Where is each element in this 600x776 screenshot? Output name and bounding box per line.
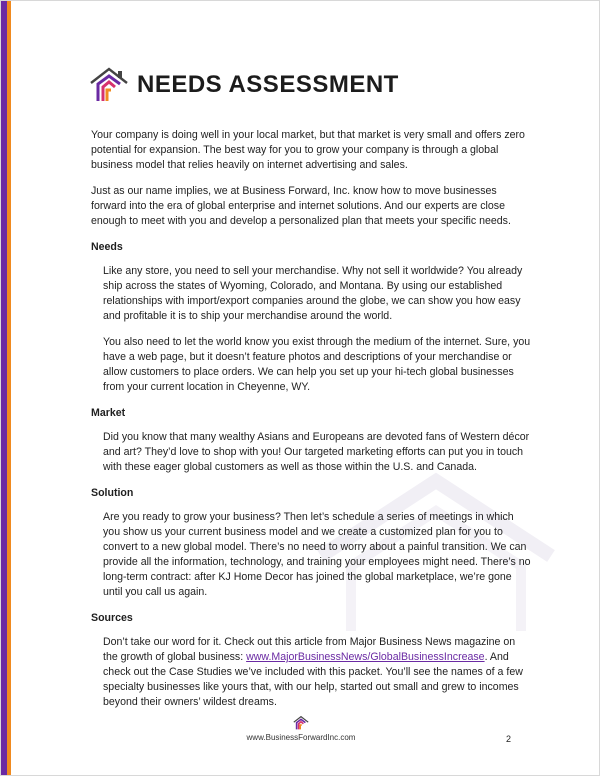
page-title: NEEDS ASSESSMENT xyxy=(137,71,399,98)
house-logo-icon xyxy=(89,65,129,105)
needs-paragraph-1: Like any store, you need to sell your merchandise. Why not sell it worldwide? You already ship across the states of Wyoming, Colorado, and Montana. By using our established relationships with import/export companies around the globe, we can show you how easy and profitable it is to ship your merchandise around the world. xyxy=(103,265,523,322)
article-link[interactable]: www.MajorBusinessNews/GlobalBusinessIncrease xyxy=(246,651,485,663)
intro-paragraph-2: Just as our name implies, we at Business Forward, Inc. know how to move businesses forward into the era of global enterprise and internet solutions. And our experts are close enough to meet with you and develop a personalized plan that meets your specific needs. xyxy=(91,185,511,227)
needs-heading: Needs xyxy=(91,241,123,253)
sources-text-before-link: Don’t take our word for it. Check out this article from Major Business News magazine on the growth of global business: xyxy=(103,636,516,663)
intro-paragraph-1: Your company is doing well in your local market, but that market is very small and offers zero potential for expansion. The best way for you to grow your company is through a global business model that relies heavily on internet advertising and sales. xyxy=(91,129,525,171)
sources-heading: Sources xyxy=(91,612,133,624)
needs-paragraph-2: You also need to let the world know you exist through the medium of the internet. Sure, you have a web page, but it doesn’t feature photos and descriptions of your merchandise or allow customers to place orders. We can help you set up your hi-tech global businesses from your current location in Cheyenne, WY. xyxy=(103,336,531,393)
market-paragraph: Did you know that many wealthy Asians and Europeans are devoted fans of Western décor and art? They’d love to shop with you! Our targeted marketing efforts can put you in touch with these eager global customers as well as those within the U.S. and Canada. xyxy=(103,431,530,473)
orange-side-stripe xyxy=(7,1,11,775)
page-number: 2 xyxy=(505,734,511,744)
sources-paragraph xyxy=(91,635,531,710)
page-header xyxy=(89,65,399,105)
market-heading: Market xyxy=(91,407,126,419)
document-body xyxy=(91,128,531,721)
page-footer xyxy=(1,715,600,742)
sources-text-after-link: . And check out the Case Studies we’ve included with this packet. You’ll see the names of a few specialty businesses like yours that, with our help, started out small and grew to incomes beyond their owners’ wildest dreams. xyxy=(103,651,523,708)
solution-heading: Solution xyxy=(91,487,134,499)
solution-paragraph: Are you ready to grow your business? Then let’s schedule a series of meetings in which you show us your current business model and we create a customized plan for you to convert to a new global model. There’s no need to worry about a painful transition. We can provide all the information, technology, and training your employees might need. There’s no long-term contract: after KJ Home Decor has joined the global marketplace, we’re gone until you call us again. xyxy=(103,511,531,598)
house-footer-icon xyxy=(293,715,309,731)
footer-website-url: www.BusinessForwardInc.com xyxy=(246,733,356,742)
